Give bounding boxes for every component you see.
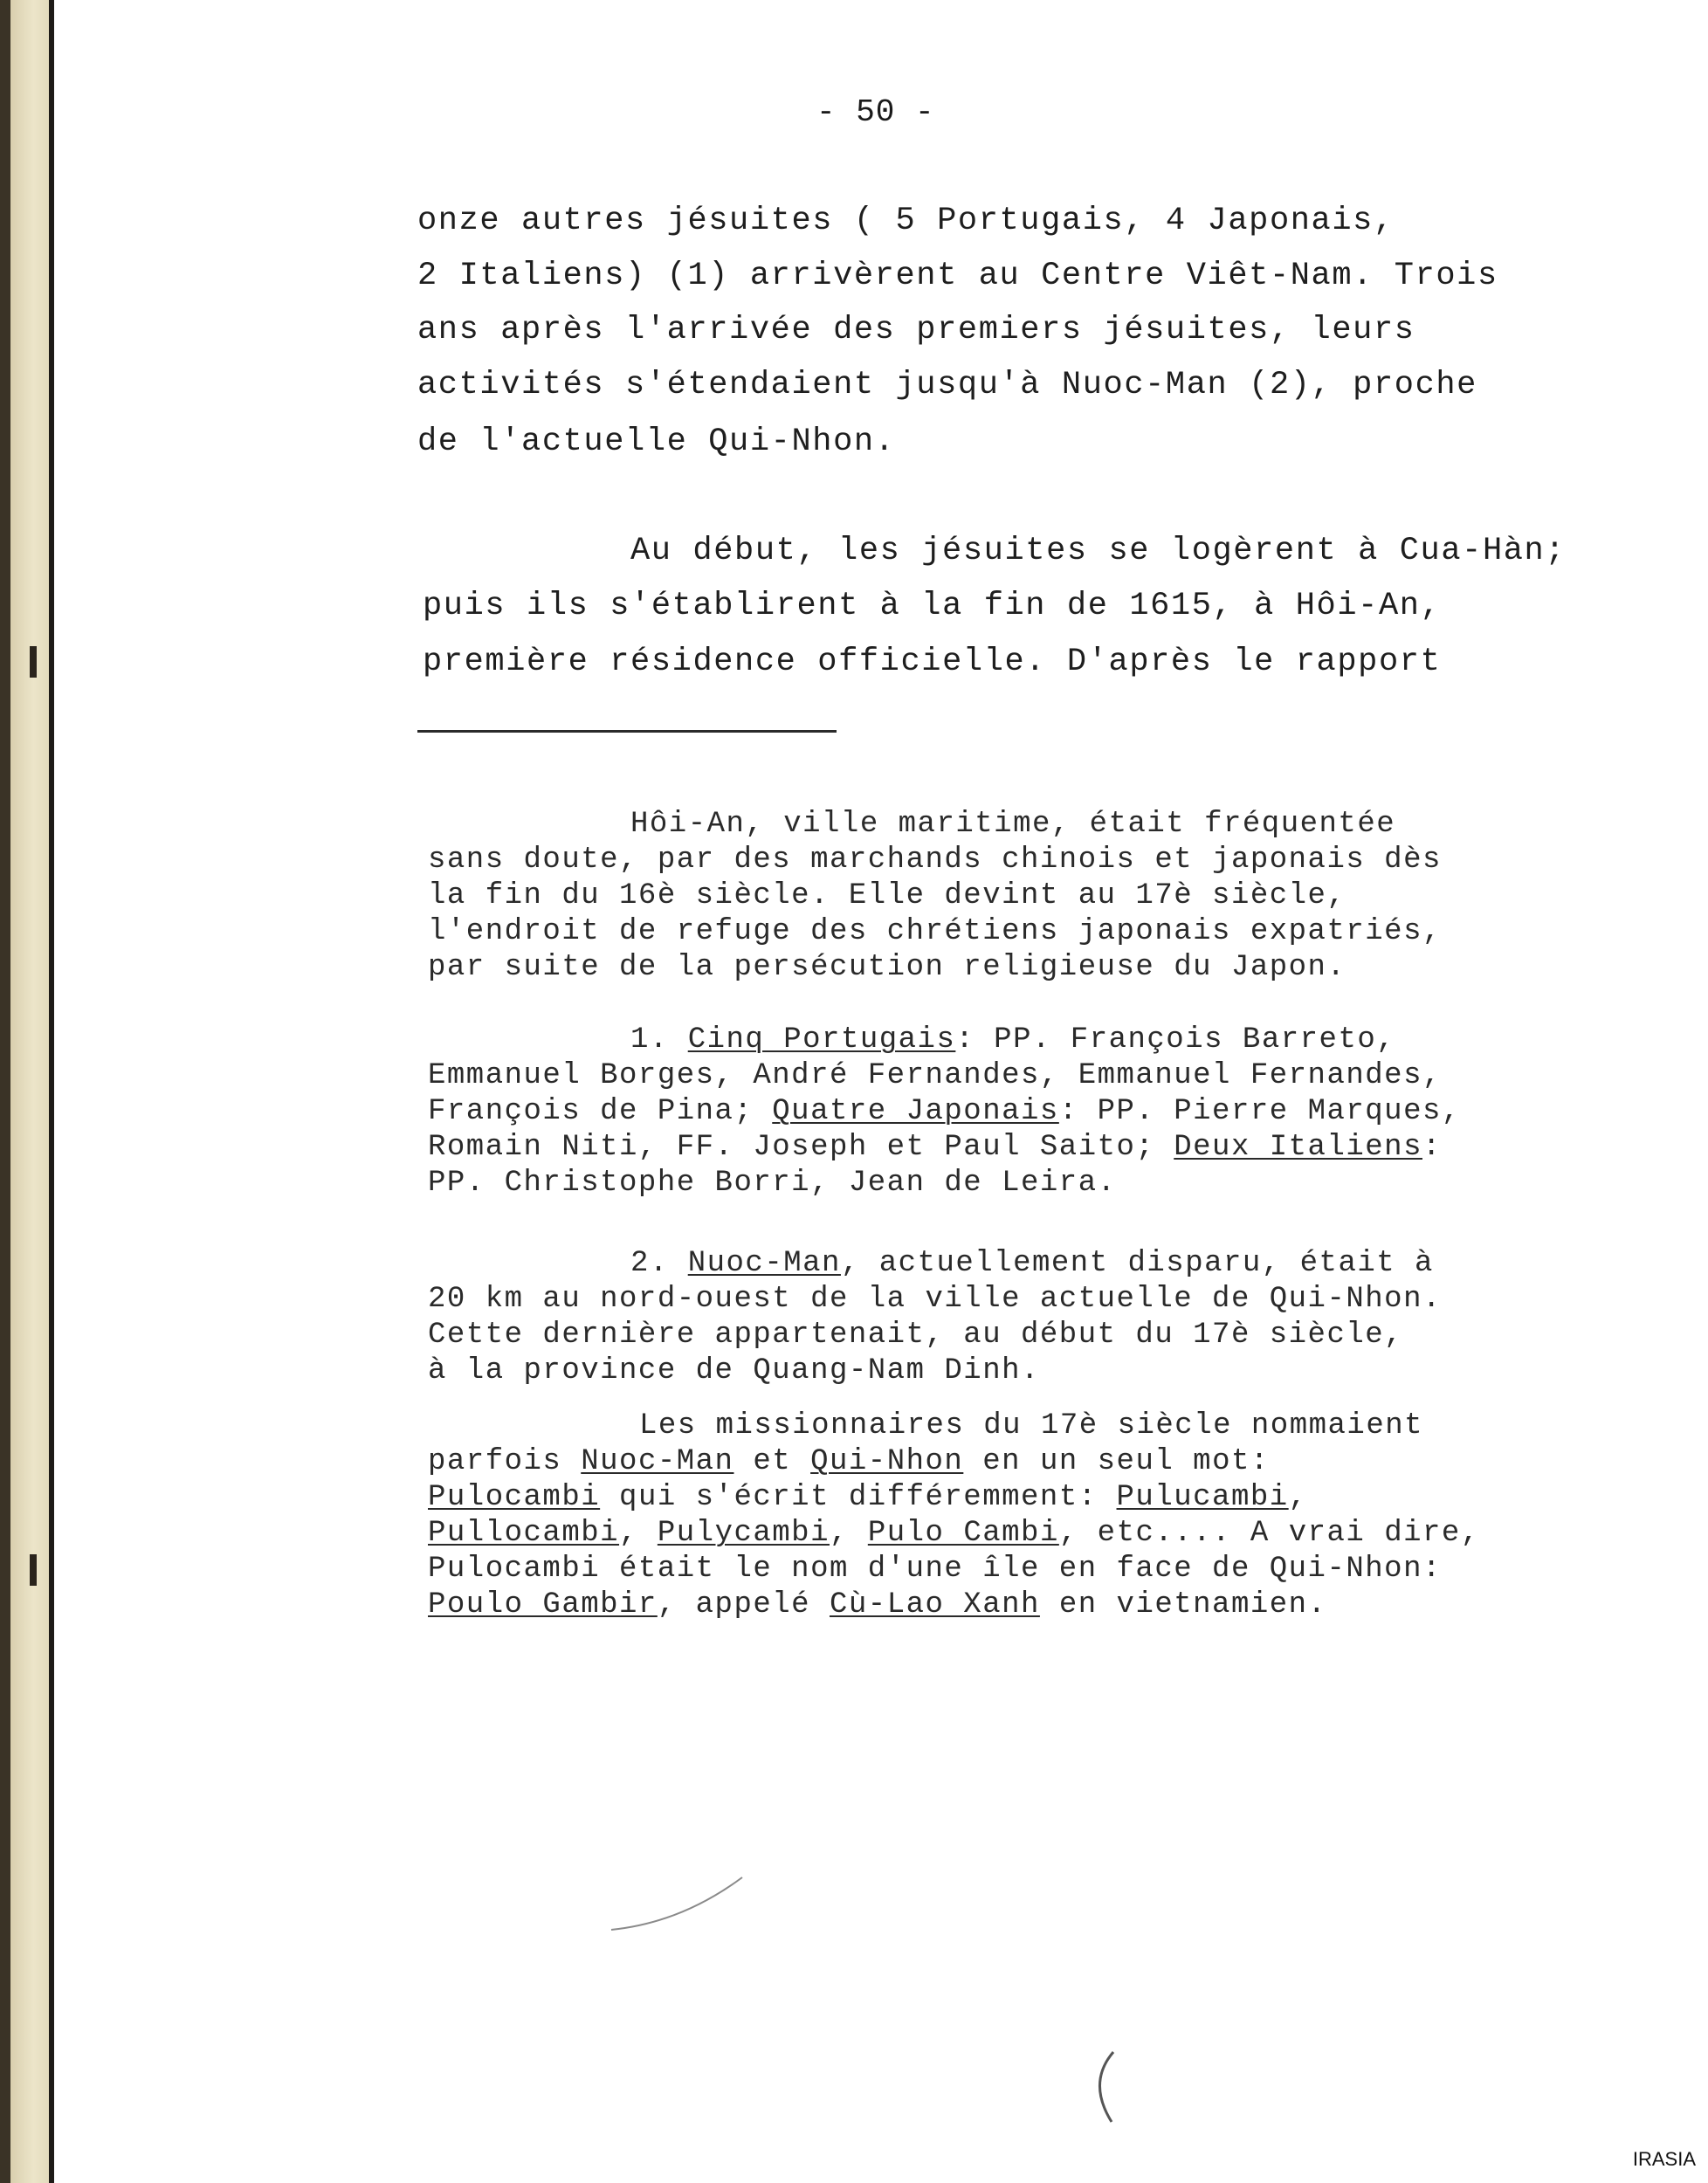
underlined-term: Pullocambi	[428, 1517, 620, 1550]
footnote-1-line: PP. Christophe Borri, Jean de Leira.	[428, 1167, 1117, 1200]
footnote-3-line: Pulocambi était le nom d'une île en face de Qui-Nhon:	[428, 1553, 1442, 1586]
underlined-term: Quatre Japonais	[772, 1095, 1059, 1128]
underlined-term: Poulo Gambir	[428, 1588, 658, 1622]
footnote-text: en un seul mot:	[963, 1445, 1270, 1478]
binding-clip	[30, 1554, 37, 1586]
footnote-rule	[417, 730, 837, 733]
footnote-text: parfois	[428, 1445, 582, 1478]
footnote-text: , actuellement disparu, était à	[840, 1247, 1434, 1280]
footnote-line: la fin du 16è siècle. Elle devint au 17è siècle,	[428, 879, 1346, 912]
footnote-text: et	[733, 1445, 811, 1478]
footnote-text: , etc.... A vrai dire,	[1058, 1517, 1480, 1550]
page-number: - 50 -	[816, 94, 935, 130]
footnote-3-line: Les missionnaires du 17è siècle nommaient	[639, 1409, 1424, 1443]
underlined-term: Pulucambi	[1116, 1481, 1289, 1514]
footnote-2-line: à la province de Quang-Nam Dinh.	[428, 1354, 1040, 1388]
footnote-line: par suite de la persécution religieuse du Japon.	[428, 951, 1346, 984]
pencil-stroke-mark	[603, 1869, 760, 1939]
body-line: 2 Italiens) (1) arrivèrent au Centre Viêt-Nam. Trois	[417, 258, 1498, 294]
footnote-text: Romain Niti, FF. Joseph et Paul Saito;	[428, 1131, 1174, 1164]
footnote-text: ,	[830, 1517, 868, 1550]
underlined-term: Deux Italiens	[1174, 1131, 1422, 1164]
footnote-2-line: Cette dernière appartenait, au début du 17è siècle,	[428, 1319, 1404, 1352]
underlined-term: Nuoc-Man	[687, 1247, 841, 1280]
footnote-3-line	[428, 1517, 1480, 1550]
pencil-bracket-mark	[1078, 2043, 1131, 2131]
footnote-2-line: 20 km au nord-ouest de la ville actuelle de Qui-Nhon.	[428, 1283, 1442, 1316]
underlined-term: Cinq Portugais	[687, 1023, 956, 1057]
footnote-1-line	[630, 1023, 1395, 1057]
footnote-line: sans doute, par des marchands chinois et japonais dès	[428, 844, 1442, 877]
footnote-1-number: 1.	[630, 1023, 669, 1057]
underlined-term: Qui-Nhon	[810, 1445, 964, 1478]
underlined-term: Cù-Lao Xanh	[829, 1588, 1040, 1622]
footnote-3-line	[428, 1588, 1326, 1622]
underlined-term: Pulo Cambi	[867, 1517, 1059, 1550]
footnote-line: Hôi-An, ville maritime, était fréquentée	[630, 808, 1396, 841]
binding-clip	[30, 646, 37, 678]
footnote-text: :	[1422, 1131, 1442, 1164]
footnote-text: en vietnamien.	[1039, 1588, 1327, 1622]
source-watermark: IRASIA	[1632, 2148, 1696, 2170]
body-line: de l'actuelle Qui-Nhon.	[417, 424, 896, 460]
underlined-term: Pulocambi	[428, 1481, 601, 1514]
body-line: ans après l'arrivée des premiers jésuites, leurs	[417, 312, 1415, 348]
binding-shadow	[0, 0, 10, 2183]
footnote-text: ,	[619, 1517, 658, 1550]
footnote-line: l'endroit de refuge des chrétiens japonais expatriés,	[428, 915, 1442, 948]
footnote-text: : PP. François Barreto,	[955, 1023, 1396, 1057]
footnote-text: : PP. Pierre Marques,	[1058, 1095, 1461, 1128]
body-line: puis ils s'établirent à la fin de 1615, à Hôi-An,	[423, 588, 1442, 624]
footnote-1-line	[428, 1095, 1461, 1128]
body-line: Au début, les jésuites se logèrent à Cua-Hàn;	[630, 533, 1567, 569]
underlined-term: Pulycambi	[657, 1517, 830, 1550]
footnote-text: , appelé	[657, 1588, 830, 1622]
footnote-2-line	[630, 1247, 1434, 1280]
underlined-term: Nuoc-Man	[581, 1445, 734, 1478]
footnote-1-line: Emmanuel Borges, André Fernandes, Emmanuel Fernandes,	[428, 1059, 1442, 1092]
body-line: première résidence officielle. D'après le rapport	[423, 644, 1442, 680]
footnote-3-line	[428, 1445, 1270, 1478]
footnote-1-line	[428, 1131, 1442, 1164]
footnote-2-number: 2.	[630, 1247, 669, 1280]
footnote-3-line	[428, 1481, 1308, 1514]
body-line: onze autres jésuites ( 5 Portugais, 4 Japonais,	[417, 203, 1395, 239]
binding-paper-edge	[10, 0, 49, 2183]
footnote-text: ,	[1288, 1481, 1308, 1514]
footnote-text: François de Pina;	[428, 1095, 773, 1128]
body-line: activités s'étendaient jusqu'à Nuoc-Man (2), proche	[417, 367, 1477, 403]
footnote-text: qui s'écrit différemment:	[600, 1481, 1117, 1514]
